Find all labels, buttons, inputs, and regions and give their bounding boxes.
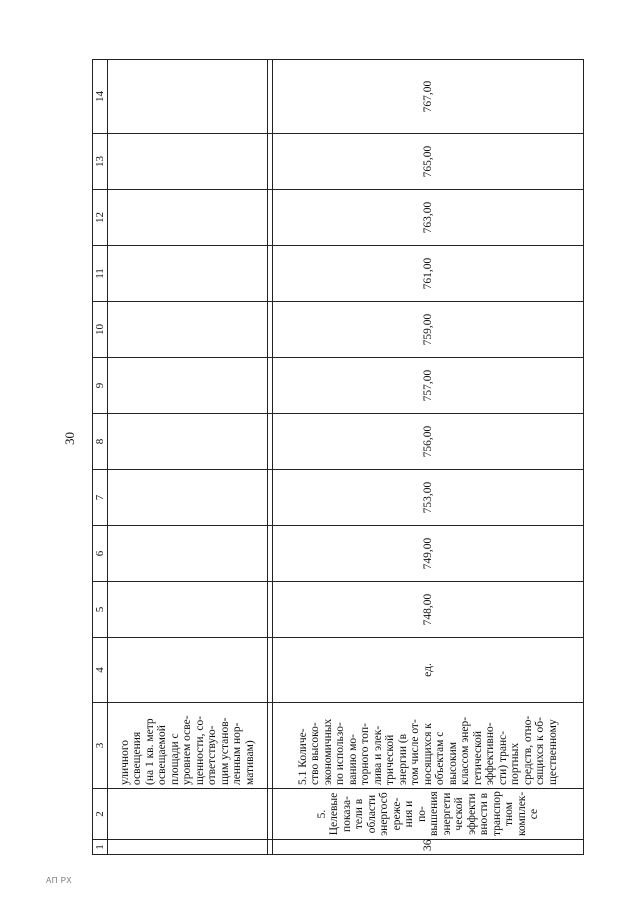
cell-line: ванию мо- bbox=[346, 733, 359, 785]
value-cell: 757,00 bbox=[273, 358, 584, 414]
cell-line: эффекти bbox=[465, 793, 478, 835]
indicator-name-cell bbox=[108, 703, 268, 789]
cell-line: торного топ- bbox=[359, 723, 372, 785]
header-cell-11: 11 bbox=[93, 246, 108, 302]
cell-line: носящихся к bbox=[421, 723, 434, 785]
value-cell: 753,00 bbox=[273, 470, 584, 526]
cell-line: вности в bbox=[478, 792, 490, 836]
header-cell-2: 2 bbox=[93, 789, 108, 840]
cell-line: области bbox=[365, 794, 378, 834]
data-table bbox=[92, 59, 584, 855]
cell-line: уровнем осве- bbox=[181, 715, 194, 785]
value-cell: 756,00 bbox=[273, 414, 584, 470]
cell-line: сти) транс- bbox=[496, 730, 509, 785]
value-cell bbox=[108, 190, 268, 246]
value-cell: 761,00 bbox=[273, 246, 584, 302]
cell-line: по использо- bbox=[334, 722, 347, 785]
cell-line: энергии (в bbox=[396, 733, 409, 785]
cell-line: сящихся к об- bbox=[534, 717, 547, 785]
cell-line: мативам) bbox=[243, 740, 256, 785]
value-cell bbox=[108, 470, 268, 526]
cell-line: лива и элек- bbox=[371, 725, 384, 785]
section-name-cell bbox=[273, 789, 584, 840]
cell-line: высоким bbox=[446, 741, 459, 785]
header-cell-7: 7 bbox=[93, 470, 108, 526]
cell-line: комплек- bbox=[515, 791, 528, 836]
indicator-name-cell bbox=[273, 703, 584, 789]
header-cell-6: 6 bbox=[93, 526, 108, 582]
value-cell bbox=[108, 414, 268, 470]
cell-line: ответствую- bbox=[206, 725, 219, 785]
section-name-cell bbox=[108, 789, 268, 840]
cell-line: уличного bbox=[118, 739, 131, 785]
cell-line: вышения bbox=[428, 791, 440, 836]
value-cell bbox=[108, 526, 268, 582]
cell-line: ленным нор- bbox=[231, 722, 244, 785]
value-cell: 765,00 bbox=[273, 134, 584, 190]
cell-line: эффективно- bbox=[484, 722, 497, 785]
value-cell bbox=[108, 358, 268, 414]
cell-line: средств, отно- bbox=[521, 715, 534, 785]
cell-line: классом энер- bbox=[459, 716, 472, 785]
cell-line: транспор bbox=[490, 791, 503, 836]
value-cell: 763,00 bbox=[273, 190, 584, 246]
unit-cell bbox=[108, 638, 268, 703]
cell-line: щенности, со- bbox=[193, 715, 206, 785]
cell-line: тели в bbox=[353, 798, 365, 830]
value-cell bbox=[108, 246, 268, 302]
header-cell-10: 10 bbox=[93, 302, 108, 358]
footer-mark: АП РХ bbox=[46, 876, 73, 885]
cell-line: энергети bbox=[440, 792, 453, 836]
cell-line: ческой bbox=[453, 797, 465, 831]
cell-line: щественному bbox=[546, 719, 559, 785]
cell-line: трической bbox=[384, 734, 397, 785]
header-cell-13: 13 bbox=[93, 134, 108, 190]
rotated-table-wrapper bbox=[92, 60, 584, 855]
cell-line: ереже- bbox=[390, 797, 403, 831]
value-cell: 767,00 bbox=[273, 60, 584, 134]
value-cell bbox=[108, 134, 268, 190]
cell-line: се bbox=[528, 808, 540, 820]
unit-cell: ед. bbox=[273, 638, 584, 703]
header-cell-14: 14 bbox=[93, 60, 108, 134]
value-cell: 749,00 bbox=[273, 526, 584, 582]
header-cell-9: 9 bbox=[93, 358, 108, 414]
value-cell bbox=[108, 60, 268, 134]
row-number-cell bbox=[108, 840, 268, 855]
table-row bbox=[273, 60, 584, 855]
cell-line: том числе от- bbox=[409, 719, 422, 785]
cell-line: гетической bbox=[471, 730, 484, 785]
cell-line: щим установ- bbox=[218, 717, 231, 785]
cell-line: энергосб bbox=[378, 792, 390, 836]
cell-line: экономичных bbox=[321, 718, 334, 785]
table-row bbox=[108, 60, 268, 855]
cell-line: освещения bbox=[131, 731, 144, 785]
header-cell-8: 8 bbox=[93, 414, 108, 470]
header-row bbox=[93, 60, 108, 855]
header-cell-4: 4 bbox=[93, 638, 108, 703]
cell-line: ство высоко- bbox=[309, 722, 322, 785]
value-cell bbox=[108, 582, 268, 638]
cell-line: освещаемой bbox=[156, 725, 169, 785]
header-cell-5: 5 bbox=[93, 582, 108, 638]
cell-line: объектам с bbox=[434, 731, 447, 785]
header-cell-3: 3 bbox=[93, 703, 108, 789]
header-cell-12: 12 bbox=[93, 190, 108, 246]
cell-line: тном bbox=[503, 802, 515, 826]
cell-line: Целевые bbox=[328, 792, 340, 836]
header-cell-1: 1 bbox=[93, 840, 108, 855]
cell-line: ния и по- bbox=[403, 800, 428, 828]
cell-line: 5. bbox=[315, 809, 328, 819]
cell-line: портных bbox=[509, 742, 522, 785]
cell-line: площади с bbox=[168, 733, 181, 785]
cell-line: показа- bbox=[340, 796, 353, 832]
value-cell: 748,00 bbox=[273, 582, 584, 638]
cell-line: (на 1 кв. метр bbox=[143, 718, 156, 785]
row-number-cell: 36 bbox=[273, 840, 584, 855]
cell-line: 5.1 Количе- bbox=[296, 728, 309, 785]
value-cell bbox=[108, 302, 268, 358]
value-cell: 759,00 bbox=[273, 302, 584, 358]
page-number: 30 bbox=[62, 432, 77, 445]
